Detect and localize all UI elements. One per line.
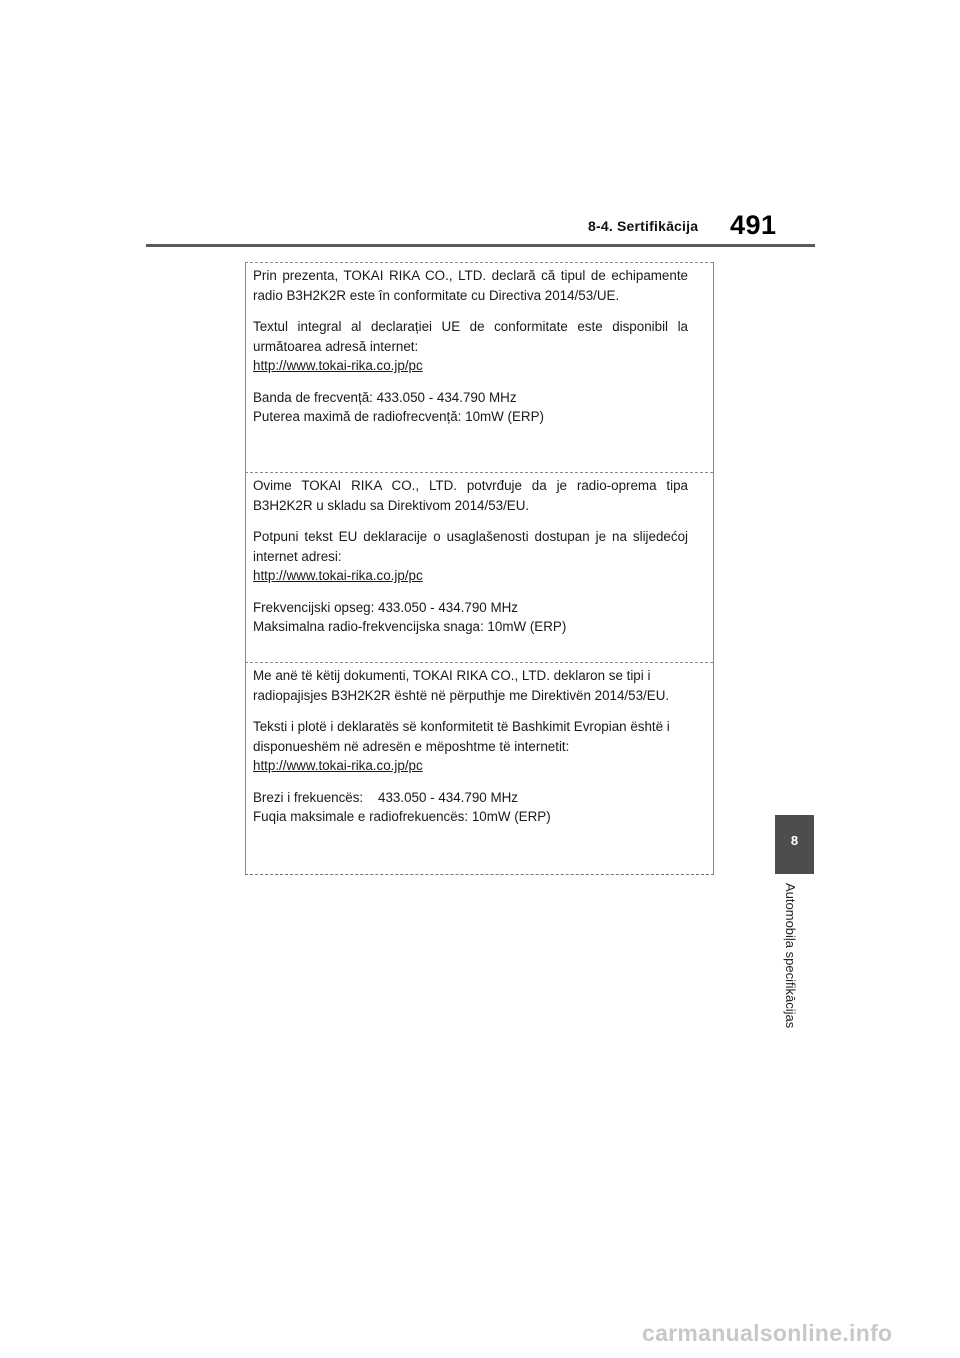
declaration-text: Prin prezenta, TOKAI RIKA CO., LTD. declară că tipul de echipamente radio B3H2K2R este în conformitate cu Directiva 2014/53/UE. [253,268,688,303]
block-divider [245,662,713,663]
chapter-label: Automobiļa specifikācijas [783,883,798,1029]
page-number: 491 [730,210,777,240]
power-line: Maksimalna radio-frekvencijska snaga: 10mW (ERP) [253,619,567,634]
declaration-link[interactable]: http://www.tokai-rika.co.jp/pc [253,358,423,373]
certification-block-albanian [253,666,688,827]
block-divider-top [245,262,713,263]
declaration-link[interactable]: http://www.tokai-rika.co.jp/pc [253,758,423,773]
section-title: 8-4. Sertifikācija [588,218,699,234]
certification-block-bosnian [253,476,688,637]
block-divider [245,472,713,473]
watermark: carmanualsonline.info [642,1320,893,1346]
chapter-tab[interactable] [775,815,814,874]
declaration-text: Ovime TOKAI RIKA CO., LTD. potvrđuje da je radio-oprema tipa B3H2K2R u skladu sa Direktivom 2014/53/EU. [253,478,688,513]
frequency-line: Brezi i frekuencës: 433.050 - 434.790 MHz [253,789,518,805]
availability-text: Teksti i plotë i deklaratës së konformitetit të Bashkimit Evropian është i disponueshëm në adresën e mëposhtme të internetit: [253,719,670,754]
power-line: Fuqia maksimale e radiofrekuencës: 10mW (ERP) [253,809,551,824]
declaration-link[interactable]: http://www.tokai-rika.co.jp/pc [253,568,423,583]
declaration-text: Me anë të këtij dokumenti, TOKAI RIKA CO., LTD. deklaron se tipi i radiopajisjes B3H2K2R është në përputhje me Direktivën 2014/53/EU. [253,668,670,703]
availability-text: Textul integral al declarației UE de conformitate este disponibil la următoarea adresă internet: [253,319,688,354]
frequency-line: Banda de frecvență: 433.050 - 434.790 MHz [253,389,517,405]
chapter-number: 8 [790,833,799,848]
certification-block-romanian [253,266,688,427]
availability-text: Potpuni tekst EU deklaracije o usaglašenosti dostupan je na slijedećoj internet adresi: [253,529,688,564]
header-rule [146,244,815,247]
frequency-line: Frekvencijski opseg: 433.050 - 434.790 MHz [253,599,518,615]
power-line: Puterea maximă de radiofrecvență: 10mW (ERP) [253,409,544,424]
